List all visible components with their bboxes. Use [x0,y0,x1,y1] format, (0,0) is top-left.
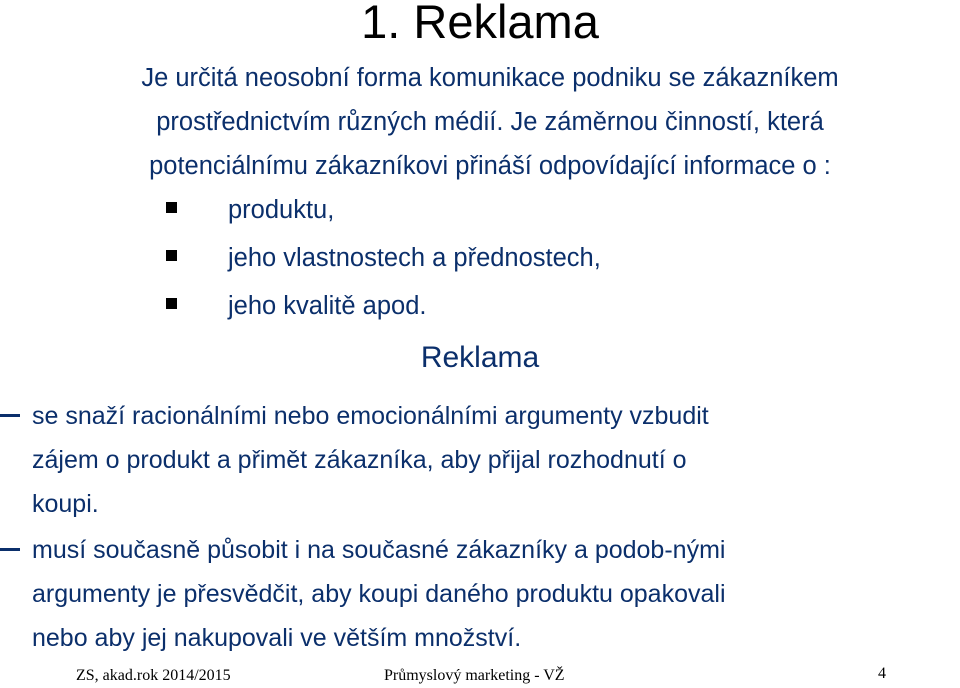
dash-item-line: nebo aby jej nakupovali ve větším množství. [32,624,522,652]
dash-bullet-icon [0,548,20,551]
square-bullet-icon [166,250,177,261]
bullet-text: jeho kvalitě apod. [228,292,427,320]
footer-date: ZS, akad.rok 2014/2015 [76,667,231,684]
page-number: 4 [878,665,886,682]
square-bullet-icon [166,202,177,213]
bullet-item [166,238,601,286]
dash-item-line: zájem o produkt a přimět zákazníka, aby přijal rozhodnutí o [32,446,687,474]
slide-title: 1. Reklama [361,0,599,48]
section-subtitle: Reklama [420,341,540,374]
intro-line: prostřednictvím různých médií. Je záměrnou činností, která [156,108,824,136]
dash-bullet-icon [0,414,20,417]
bullet-item [166,286,601,334]
bullet-item [166,190,601,238]
bullet-list [166,190,601,334]
intro-paragraph [30,56,950,188]
dash-item-line: musí současně působit i na současné zákazníky a podob-nými [32,536,726,564]
bullet-text: produktu, [228,196,335,224]
dash-item-line: argumenty je přesvědčit, aby koupi daného produktu opakovali [32,580,726,608]
square-bullet-icon [166,298,177,309]
intro-line: potenciálnímu zákazníkovi přináší odpovídající informace o : [149,152,831,180]
bullet-text: jeho vlastnostech a přednostech, [228,244,601,272]
dash-item-line: se snaží racionálními nebo emocionálními argumenty vzbudit [32,402,709,430]
dash-item-line: koupi. [32,490,99,518]
footer-course: Průmyslový marketing - VŽ [384,667,565,684]
intro-line: Je určitá neosobní forma komunikace podniku se zákazníkem [141,64,839,92]
